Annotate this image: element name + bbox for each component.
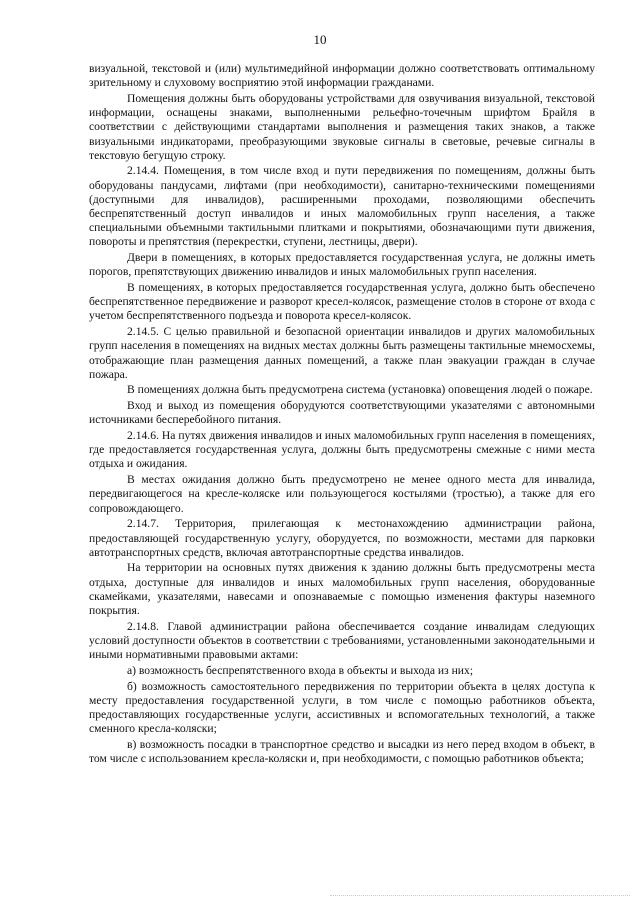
paragraph: 2.14.8. Главой администрации района обеспечивается создание инвалидам следующих условий доступности объектов в соответствии с требованиями, установленными законодательными и иными нормативными правовыми актами:	[89, 619, 595, 662]
paragraph: 2.14.7. Территория, прилегающая к местонахождению администрации района, предоставляющей государственную услугу, оборудуется, по возможности, местами для парковки автотранспортных средств, включая автотранспортные средства инвалидов.	[89, 517, 595, 559]
page-number: 10	[313, 32, 327, 47]
paragraph: В местах ожидания должно быть предусмотрено не менее одного места для инвалида, передвигающегося на кресле-коляске или пользующегося костылями (тростью), а также для его сопровождающего.	[89, 473, 595, 515]
paragraph: Помещения должны быть оборудованы устройствами для озвучивания визуальной, текстовой информации, оснащены знаками, выполненными рельефно-точечным шрифтом Брайля в соответствии с действующими стандартами выполнения и размещения таких знаков, а также визуальными индикаторами, преобразующими звуковые сигналы в световые, речевые сигналы в текстовую бегущую строку.	[89, 91, 595, 162]
paragraph: В помещениях, в которых предоставляется государственная услуга, должно быть обеспечено беспрепятственное передвижение и разворот кресел-колясок, размещение столов в стороне от входа с учетом беспрепятственного подъезда и поворота кресел-колясок.	[89, 281, 595, 323]
paragraph: В помещениях должна быть предусмотрена система (установка) оповещения людей о пожаре.	[127, 383, 593, 397]
paragraph: 2.14.5. С целью правильной и безопасной ориентации инвалидов и других маломобильных групп населения в помещениях на видных местах должны быть размещены тактильные мнемосхемы, отображающие план размещения данных помещений, а также план эвакуации граждан в случае пожара.	[89, 325, 595, 381]
document-body	[89, 62, 595, 768]
list-item: б) возможность самостоятельного передвижения по территории объекта в целях доступа к месту предоставления государственной услуги, в том числе с помощью работников объекта, предоставляющих государственные услуги, ассистивных и вспомогательных технологий, а также сменного кресла-коляски;	[89, 679, 595, 736]
paragraph: На территории на основных путях движения к зданию должны быть предусмотрены места отдыха, доступные для инвалидов и иных маломобильных групп населения, оборудованные скамейками, указателями, навесами и опознаваемые с помощью изменения фактуры наземного покрытия.	[89, 561, 595, 618]
list-item: а) возможность беспрепятственного входа в объекты и выхода из них;	[127, 663, 474, 677]
paragraph: Вход и выход из помещения оборудуются соответствующими указателями с автономными источниками бесперебойного питания.	[89, 399, 595, 427]
scan-artifact-divider	[330, 895, 630, 899]
paragraph: Двери в помещениях, в которых предоставляется государственная услуга, не должны иметь порогов, препятствующих движению инвалидов и иных маломобильных групп населения.	[89, 251, 595, 279]
paragraph: 2.14.6. На путях движения инвалидов и иных маломобильных групп населения в помещениях, где предоставляется государственная услуга, должны быть предусмотрены смежные с ними места отдыха и ожидания.	[89, 429, 595, 471]
paragraph: визуальной, текстовой и (или) мультимедийной информации должно соответствовать оптимальному зрительному и слуховому восприятию этой информации гражданами.	[89, 62, 595, 90]
paragraph: 2.14.4. Помещения, в том числе вход и пути передвижения по помещениям, должны быть оборудованы пандусами, лифтами (при необходимости), санитарно-техническими помещениями (доступными для инвалидов), расширенными проходами, позволяющими обеспечить беспрепятственный доступ инвалидов и иных маломобильных групп населения, а также специальными объемными тактильными плитками и покрытиями, обозначающими пути движения, повороты и препятствия (перекрестки, ступени, лестницы, двери).	[89, 164, 595, 249]
list-item: в) возможность посадки в транспортное средство и высадки из него перед входом в объект, в том числе с использованием кресла-коляски и, при необходимости, с помощью работников объекта;	[89, 737, 595, 766]
